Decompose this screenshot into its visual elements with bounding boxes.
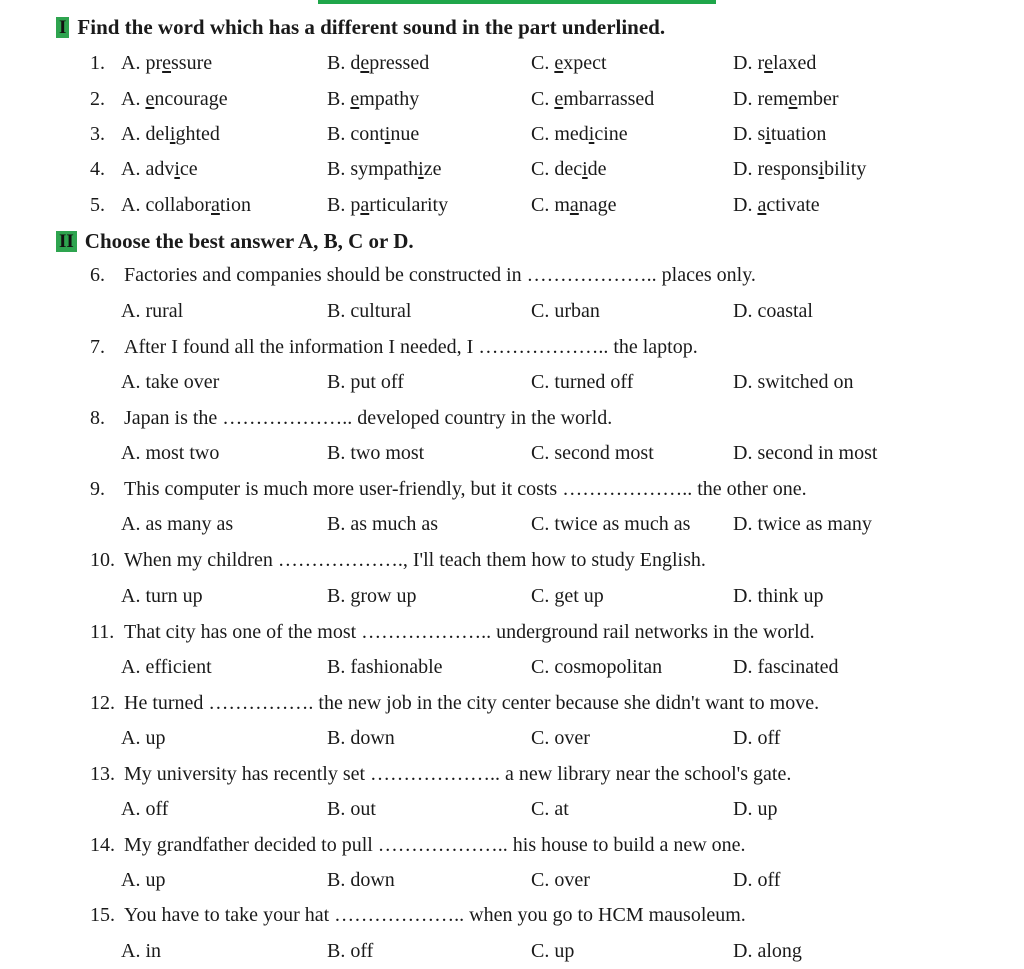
option-c[interactable]: C. decide: [531, 158, 607, 180]
option-a[interactable]: A. advice: [121, 158, 198, 180]
question-number: 5.: [90, 194, 105, 216]
option-a[interactable]: A. efficient: [121, 656, 212, 678]
question-stem: 6. Factories and companies should be constructed in ……………….. places only.: [90, 264, 756, 286]
option-b[interactable]: B. grow up: [327, 585, 417, 607]
question-number: 4.: [90, 158, 105, 180]
section-2-header: [56, 226, 414, 256]
option-c[interactable]: C. cosmopolitan: [531, 656, 663, 678]
option-a[interactable]: A. delighted: [121, 123, 220, 145]
option-c[interactable]: C. manage: [531, 194, 617, 216]
option-b[interactable]: B. continue: [327, 123, 420, 145]
option-c[interactable]: C. expect: [531, 52, 607, 74]
option-c[interactable]: C. turned off: [531, 371, 634, 393]
option-c[interactable]: C. up: [531, 940, 575, 962]
option-a[interactable]: A. most two: [121, 442, 220, 464]
option-a[interactable]: A. take over: [121, 371, 220, 393]
option-b[interactable]: B. sympathize: [327, 158, 442, 180]
option-c[interactable]: C. over: [531, 869, 590, 891]
option-c[interactable]: C. medicine: [531, 123, 628, 145]
question-stem: 12. He turned ……………. the new job in the city center because she didn't want to move.: [90, 692, 820, 714]
option-b[interactable]: B. down: [327, 869, 395, 891]
option-b[interactable]: B. depressed: [327, 52, 430, 74]
option-b[interactable]: B. particularity: [327, 194, 449, 216]
option-a[interactable]: A. rural: [121, 300, 184, 322]
option-a[interactable]: A. collaboration: [121, 194, 251, 216]
question-stem: 15. You have to take your hat ……………….. when you go to HCM mausoleum.: [90, 904, 746, 926]
question-stem: 9. This computer is much more user-friendly, but it costs ……………….. the other one.: [90, 478, 807, 500]
option-c[interactable]: C. at: [531, 798, 569, 820]
question-stem: 14. My grandfather decided to pull ……………….. his house to build a new one.: [90, 834, 746, 856]
option-c[interactable]: C. over: [531, 727, 590, 749]
option-d[interactable]: D. relaxed: [733, 52, 817, 74]
option-d[interactable]: D. off: [733, 727, 781, 749]
option-b[interactable]: B. as much as: [327, 513, 439, 535]
option-a[interactable]: A. turn up: [121, 585, 203, 607]
option-a[interactable]: A. encourage: [121, 88, 228, 110]
option-a[interactable]: A. up: [121, 869, 166, 891]
option-a[interactable]: A. as many as: [121, 513, 234, 535]
option-d[interactable]: D. coastal: [733, 300, 813, 322]
option-d[interactable]: D. think up: [733, 585, 824, 607]
question-stem: 8. Japan is the ……………….. developed country in the world.: [90, 407, 613, 429]
question-number: 2.: [90, 88, 105, 110]
option-c[interactable]: C. embarrassed: [531, 88, 655, 110]
option-d[interactable]: D. twice as many: [733, 513, 872, 535]
option-c[interactable]: C. second most: [531, 442, 654, 464]
option-b[interactable]: B. cultural: [327, 300, 412, 322]
question-stem: 13. My university has recently set ……………….. a new library near the school's gate.: [90, 763, 792, 785]
section-1-numeral: I: [56, 17, 69, 38]
option-d[interactable]: D. along: [733, 940, 802, 962]
option-b[interactable]: B. put off: [327, 371, 404, 393]
option-a[interactable]: A. off: [121, 798, 169, 820]
option-d[interactable]: D. situation: [733, 123, 827, 145]
option-d[interactable]: D. second in most: [733, 442, 878, 464]
question-stem: 7. After I found all the information I needed, I ……………….. the laptop.: [90, 336, 698, 358]
option-b[interactable]: B. out: [327, 798, 376, 820]
option-d[interactable]: D. off: [733, 869, 781, 891]
option-d[interactable]: D. activate: [733, 194, 820, 216]
option-a[interactable]: A. pressure: [121, 52, 213, 74]
top-accent-bar: [318, 0, 716, 4]
option-d[interactable]: D. up: [733, 798, 778, 820]
option-d[interactable]: D. responsibility: [733, 158, 867, 180]
option-d[interactable]: D. remember: [733, 88, 839, 110]
option-b[interactable]: B. two most: [327, 442, 425, 464]
section-2-title: Choose the best answer A, B, C or D.: [84, 228, 414, 253]
option-b[interactable]: B. off: [327, 940, 374, 962]
option-a[interactable]: A. in: [121, 940, 161, 962]
question-stem: 11. That city has one of the most ……………….. underground rail networks in the world.: [90, 621, 815, 643]
option-b[interactable]: B. empathy: [327, 88, 420, 110]
option-d[interactable]: D. switched on: [733, 371, 854, 393]
option-a[interactable]: A. up: [121, 727, 166, 749]
section-2-numeral: II: [56, 231, 77, 252]
option-d[interactable]: D. fascinated: [733, 656, 839, 678]
option-c[interactable]: C. twice as much as: [531, 513, 691, 535]
question-number: 1.: [90, 52, 105, 74]
option-b[interactable]: B. down: [327, 727, 395, 749]
question-stem: 10. When my children ………………., I'll teach them how to study English.: [90, 549, 706, 571]
question-number: 3.: [90, 123, 105, 145]
option-c[interactable]: C. urban: [531, 300, 600, 322]
section-1-header: [56, 12, 665, 42]
option-c[interactable]: C. get up: [531, 585, 604, 607]
option-b[interactable]: B. fashionable: [327, 656, 443, 678]
section-1-title: Find the word which has a different sound in the part underlined.: [77, 14, 666, 39]
